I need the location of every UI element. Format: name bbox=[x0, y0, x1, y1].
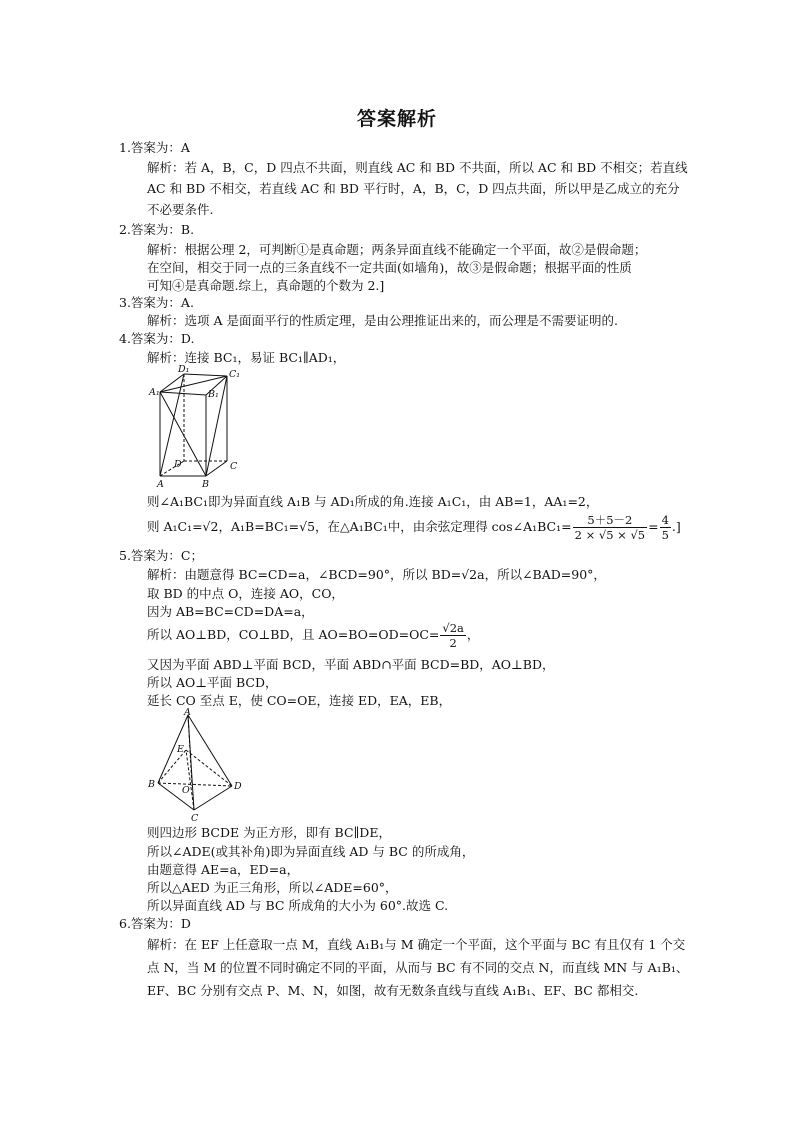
q1-line1: 解析：若 A，B，C，D 四点不共面，则直线 AC 和 BD 不共面，所以 AC 和 BD 不相交；若直线 bbox=[147, 160, 688, 175]
label-C: C bbox=[191, 813, 199, 824]
label-A1: A₁ bbox=[149, 387, 160, 398]
q2-line2: 在空间，相交于同一点的三条直线不一定共面(如墙角)，故③是假命题；根据平面的性质 bbox=[147, 260, 632, 275]
label-D: D bbox=[234, 781, 242, 792]
cosine-denominator: 2 × √5 × √5 bbox=[574, 528, 646, 542]
q6-line2: 点 N，当 M 的位置不同时确定不同的平面，从而与 BC 有不同的交点 N，而直线 MN 与 A₁B₁、 bbox=[147, 960, 689, 975]
label-O: O bbox=[182, 785, 190, 796]
q4-answer: 4.答案为：D. bbox=[119, 331, 195, 346]
q5-line4-text: 所以 AO⊥BD，CO⊥BD，且 AO=BO=OD=OC= bbox=[147, 627, 440, 642]
q5-line11: 所以△AED 为正三角形，所以∠ADE=60°， bbox=[147, 880, 398, 895]
q5-line7: 延长 CO 至点 E，使 CO=OE，连接 ED，EA，EB， bbox=[147, 693, 452, 708]
q5-line12: 所以异面直线 AD 与 BC 所成角的大小为 60°.故选 C. bbox=[147, 898, 449, 913]
q5-line9: 所以∠ADE(或其补角)即为异面直线 AD 与 BC 的所成角， bbox=[147, 844, 475, 859]
q5-line10: 由题意得 AE=a，ED=a， bbox=[147, 862, 300, 877]
q5-answer: 5.答案为：C； bbox=[119, 548, 203, 563]
q1-answer: 1.答案为：A bbox=[119, 140, 190, 155]
q1-line2: AC 和 BD 不相交，若直线 AC 和 BD 平行时，A，B，C，D 四点共面，所以甲是乙成立的充分 bbox=[147, 181, 680, 196]
q3-answer: 3.答案为：A. bbox=[119, 295, 194, 310]
q5-line6: 所以 AO⊥平面 BCD， bbox=[147, 675, 278, 690]
q5-line3: 因为 AB=BC=CD=DA=a， bbox=[147, 604, 314, 619]
q5-line2: 取 BD 的中点 O，连接 AO，CO， bbox=[147, 586, 344, 601]
result-numerator: 4 bbox=[661, 513, 669, 527]
ao-fraction bbox=[440, 621, 466, 650]
page-title: 答案解析 bbox=[356, 108, 437, 130]
q6-line3: EF、BC 分别有交点 P、M、N，如图，故有无数条直线与直线 A₁B₁、EF、BC 都相交. bbox=[147, 983, 639, 998]
q4-line3-text: 则 A₁C₁=√2，A₁B=BC₁=√5，在△A₁BC₁中，由余弦定理得 cos∠A₁BC₁= bbox=[147, 519, 572, 534]
label-B: B bbox=[148, 779, 155, 790]
q4-line3 bbox=[147, 512, 681, 542]
q6-line1: 解析：在 EF 上任意取一点 M，直线 A₁B₁与 M 确定一个平面，这个平面与 BC 有且仅有 1 个交 bbox=[147, 937, 686, 952]
cosine-fraction bbox=[573, 513, 648, 542]
label-C1: C₁ bbox=[229, 369, 241, 380]
q2-answer: 2.答案为：B. bbox=[119, 222, 195, 237]
q4-end: .] bbox=[671, 519, 681, 534]
label-B: B bbox=[202, 479, 209, 490]
q2-line3: 可知④是真命题.综上，真命题的个数为 2.] bbox=[147, 278, 385, 293]
label-D: D bbox=[174, 459, 182, 470]
result-denominator: 5 bbox=[661, 528, 669, 542]
q4-line1: 解析：连接 BC₁，易证 BC₁∥AD₁， bbox=[147, 350, 346, 365]
q1-line3: 不必要条件. bbox=[147, 202, 214, 217]
q5-line5: 又因为平面 ABD⊥平面 BCD，平面 ABD∩平面 BCD=BD，AO⊥BD， bbox=[147, 657, 555, 672]
label-A: A bbox=[184, 707, 191, 718]
result-fraction bbox=[660, 513, 671, 542]
label-A: A bbox=[157, 479, 164, 490]
ao-numerator: √2a bbox=[442, 621, 464, 635]
label-D1: D₁ bbox=[178, 364, 190, 375]
q5-line4-end: ， bbox=[466, 627, 480, 642]
q2-line1: 解析：根据公理 2，可判断①是真命题；两条异面直线不能确定一个平面，故②是假命题； bbox=[147, 242, 647, 257]
q6-answer: 6.答案为：D bbox=[119, 916, 191, 931]
label-B1: B₁ bbox=[208, 389, 219, 400]
cosine-numerator: 5＋5－2 bbox=[573, 513, 648, 528]
ao-denominator: 2 bbox=[449, 636, 457, 650]
tetrahedron-figure bbox=[146, 706, 246, 824]
cuboid-figure bbox=[146, 363, 246, 491]
label-E: E bbox=[177, 744, 184, 755]
q5-line8: 则四边形 BCDE 为正方形，即有 BC∥DE， bbox=[147, 825, 391, 840]
q3-line1: 解析：选项 A 是面面平行的性质定理，是由公理推证出来的，而公理是不需要证明的. bbox=[147, 313, 618, 328]
label-C: C bbox=[230, 461, 238, 472]
q4-line2: 则∠A₁BC₁即为异面直线 A₁B 与 AD₁所成的角.连接 A₁C₁，由 AB=1，AA₁=2， bbox=[147, 494, 599, 509]
equals-sign: = bbox=[648, 519, 659, 534]
q5-line4 bbox=[147, 619, 479, 651]
q5-line1: 解析：由题意得 BC=CD=a，∠BCD=90°，所以 BD=√2a，所以∠BAD=90°， bbox=[147, 567, 606, 582]
